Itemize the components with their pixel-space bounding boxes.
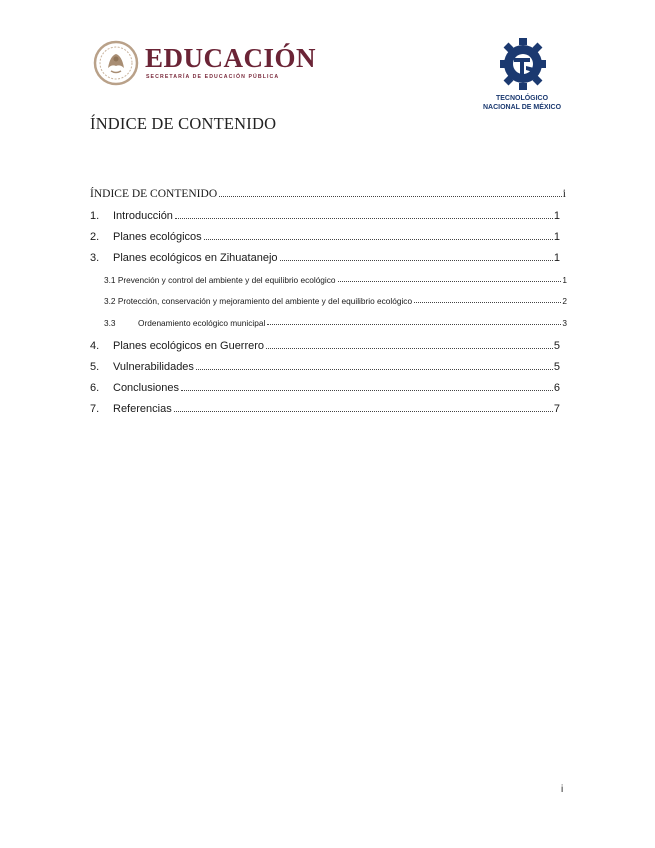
sep-logo	[93, 40, 317, 90]
toc-entry-number: 6.	[90, 382, 100, 394]
toc-entry-number: 5.	[90, 361, 100, 373]
toc-entry[interactable]	[90, 275, 567, 285]
toc-entry-text: Referencias	[113, 403, 172, 415]
tecnm-gear-icon	[500, 38, 546, 90]
toc-entry-number: 3.	[90, 252, 100, 264]
toc-entry-text: Planes ecológicos en Guerrero	[113, 340, 265, 352]
toc-entry-label	[90, 210, 173, 222]
toc-leader	[196, 369, 553, 370]
toc-entry[interactable]	[90, 403, 560, 415]
toc-entry-label	[90, 231, 202, 243]
toc-leader	[219, 196, 562, 197]
toc-entry-label	[90, 361, 194, 373]
toc-entry-page: 5	[553, 361, 560, 373]
toc-entry-page: 3	[562, 318, 567, 328]
eagle-seal-icon	[93, 40, 139, 86]
toc-entry-label	[90, 252, 278, 264]
toc-entry-label	[90, 403, 172, 415]
toc-entry-number: 7.	[90, 403, 100, 415]
toc-leader	[204, 239, 553, 240]
toc-entry-text: 3.2 Protección, conservación y mejoramiento del ambiente y del equilibrio ecológico	[104, 296, 413, 306]
toc-entry-page: 1	[553, 252, 560, 264]
toc-entry[interactable]	[90, 340, 560, 352]
toc-entry-label	[90, 340, 264, 352]
toc-entry-page: i	[562, 188, 566, 200]
toc-entry-number: 1.	[90, 210, 100, 222]
tecnm-line2: NACIONAL DE MÉXICO	[482, 104, 562, 111]
toc-entry-page: 7	[553, 403, 560, 415]
toc-entry-text: Planes ecológicos en Zihuatanejo	[113, 252, 278, 264]
sep-brand-text: EDUCACIÓN	[145, 43, 317, 73]
toc-entry-text: Introducción	[113, 210, 173, 222]
toc-entry-number: 2.	[90, 231, 100, 243]
toc-entry-text: 3.1 Prevención y control del ambiente y del equilibrio ecológico	[104, 275, 336, 285]
toc-leader	[338, 281, 562, 282]
toc-entry[interactable]	[90, 210, 560, 222]
document-title: ÍNDICE DE CONTENIDO	[90, 114, 277, 133]
toc-entry[interactable]	[90, 188, 566, 200]
toc-entry-label	[90, 382, 179, 394]
toc-entry-number: 3.3	[104, 318, 116, 328]
footer-page-number: i	[561, 784, 564, 795]
toc-entry[interactable]	[90, 382, 560, 394]
sep-subtitle: SECRETARÍA DE EDUCACIÓN PÚBLICA	[146, 74, 280, 80]
toc-entry-text: Ordenamiento ecológico municipal	[138, 318, 266, 328]
toc-entry-number: 4.	[90, 340, 100, 352]
tecnm-logo	[474, 38, 570, 120]
toc-entry[interactable]	[90, 361, 560, 373]
toc-leader	[174, 411, 553, 412]
toc-entry-page: 6	[553, 382, 560, 394]
toc-entry-label	[104, 318, 265, 328]
tecnm-name	[474, 94, 570, 112]
toc-leader	[266, 348, 553, 349]
toc-entry-page: 5	[553, 340, 560, 352]
toc-leader	[267, 324, 561, 325]
toc-entry-page: 1	[553, 210, 560, 222]
toc-entry-page: 1	[553, 231, 560, 243]
toc-leader	[280, 260, 553, 261]
toc-entry-page: 2	[562, 296, 567, 306]
tecnm-line1: TECNOLÓGICO	[495, 95, 549, 102]
toc-leader	[175, 218, 553, 219]
toc-entry-text: Vulnerabilidades	[113, 361, 194, 373]
toc-entry[interactable]	[90, 296, 567, 306]
toc-entry-text: Planes ecológicos	[113, 231, 202, 243]
toc-entry[interactable]	[90, 318, 567, 328]
toc-entry[interactable]	[90, 252, 560, 264]
toc-leader	[181, 390, 553, 391]
toc-entry-page: 1	[562, 275, 567, 285]
toc-entry-text: ÍNDICE DE CONTENIDO	[90, 188, 218, 200]
toc-entry-text: Conclusiones	[113, 382, 180, 394]
toc-leader	[414, 302, 561, 303]
toc-entry[interactable]	[90, 231, 560, 243]
